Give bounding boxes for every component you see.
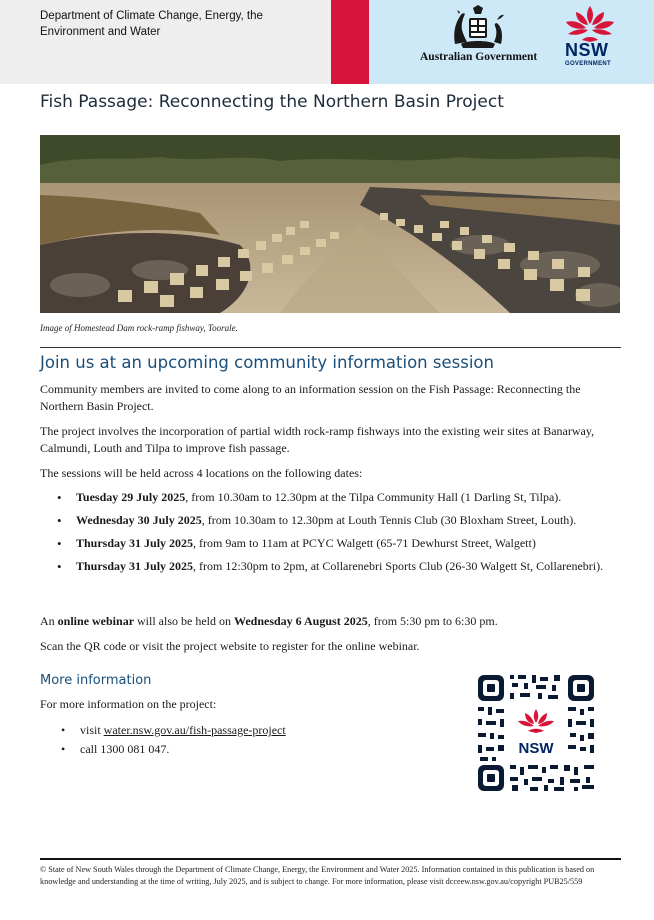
copyright-footer: © State of New South Wales through the Department of Climate Change, Energy, the Environment and Water 2025. Information contained in this publication is based on knowledge and understanding at the time of writing, July 2025, and is subject to change. For more information, please visit dcceew.nsw.gov.au/copyright PUB25/559 <box>40 865 595 886</box>
waratah-icon <box>562 4 618 44</box>
nsw-logo-subtitle: GOVERNMENT <box>565 61 612 67</box>
locations-intro: The sessions will be held across 4 locations on the following dates: <box>40 466 363 480</box>
intro-paragraph: Community members are invited to come along to an information session on the Fish Passage: Reconnecting the Northern Basin Project. <box>40 382 581 413</box>
list-item <box>40 512 622 529</box>
scan-paragraph: Scan the QR code or visit the project website to register for the online webinar. <box>40 639 420 653</box>
coat-of-arms-icon <box>447 4 509 50</box>
project-website-link[interactable]: water.nsw.gov.au/fish-passage-project <box>103 723 286 737</box>
list-item <box>40 535 622 552</box>
session-date: Thursday 31 July 2025 <box>76 536 194 550</box>
webinar-paragraph <box>40 613 622 630</box>
webinar-bold: online webinar <box>57 614 135 628</box>
header-red-band <box>331 0 369 84</box>
fishway-photo <box>40 135 620 313</box>
contact-list <box>40 721 440 759</box>
webinar-mid: will also be held on <box>134 614 234 628</box>
project-paragraph: The project involves the incorporation of partial width rock-ramp fishways into the existing weir sites at Banarway, Calmundi, Louth and Tilpa to improve fish passage. <box>40 424 595 455</box>
session-date: Wednesday 30 July 2025 <box>76 513 202 527</box>
list-item <box>40 721 440 740</box>
more-info-intro: For more information on the project: <box>40 697 217 711</box>
photo-caption: Image of Homestead Dam rock-ramp fishway, Toorale. <box>40 323 238 333</box>
session-detail: , from 9am to 11am at PCYC Walgett (65-71 Dewhurst Street, Walgett) <box>193 536 536 550</box>
more-info-heading: More information <box>40 673 152 688</box>
list-item: • call 1300 081 047. <box>40 740 440 759</box>
webinar-post: , from 5:30 pm to 6:30 pm. <box>367 614 498 628</box>
session-detail: , from 12:30pm to 2pm, at Collarenebri Sports Club (26-30 Walgett St, Collarenebri). <box>193 559 604 573</box>
session-dates-list <box>40 489 622 581</box>
department-name: Department of Climate Change, Energy, the Environment and Water <box>40 10 263 38</box>
page-header <box>0 0 654 84</box>
webinar-pre: An <box>40 614 58 628</box>
session-detail: , from 10.30am to 12.30pm at Louth Tennis Club (30 Bloxham Street, Louth). <box>201 513 577 527</box>
list-item <box>40 489 622 506</box>
session-date: Tuesday 29 July 2025 <box>76 490 186 504</box>
session-date: Thursday 31 July 2025 <box>76 559 194 573</box>
session-detail: , from 10.30am to 12.30pm at the Tilpa Community Hall (1 Darling St, Tilpa). <box>185 490 562 504</box>
qr-nsw-label: NSW <box>518 740 554 757</box>
list-item <box>40 558 622 575</box>
visit-prefix: visit <box>80 723 104 737</box>
nsw-logo-wordmark: NSW <box>565 40 609 60</box>
session-heading: Join us at an upcoming community information session <box>40 353 494 372</box>
australian-government-label: Australian Government <box>420 51 538 63</box>
qr-code[interactable] <box>476 673 596 793</box>
footer-divider <box>40 858 621 860</box>
section-divider <box>40 347 621 348</box>
webinar-date: Wednesday 6 August 2025 <box>234 614 368 628</box>
page-title: Fish Passage: Reconnecting the Northern Basin Project <box>40 92 504 112</box>
